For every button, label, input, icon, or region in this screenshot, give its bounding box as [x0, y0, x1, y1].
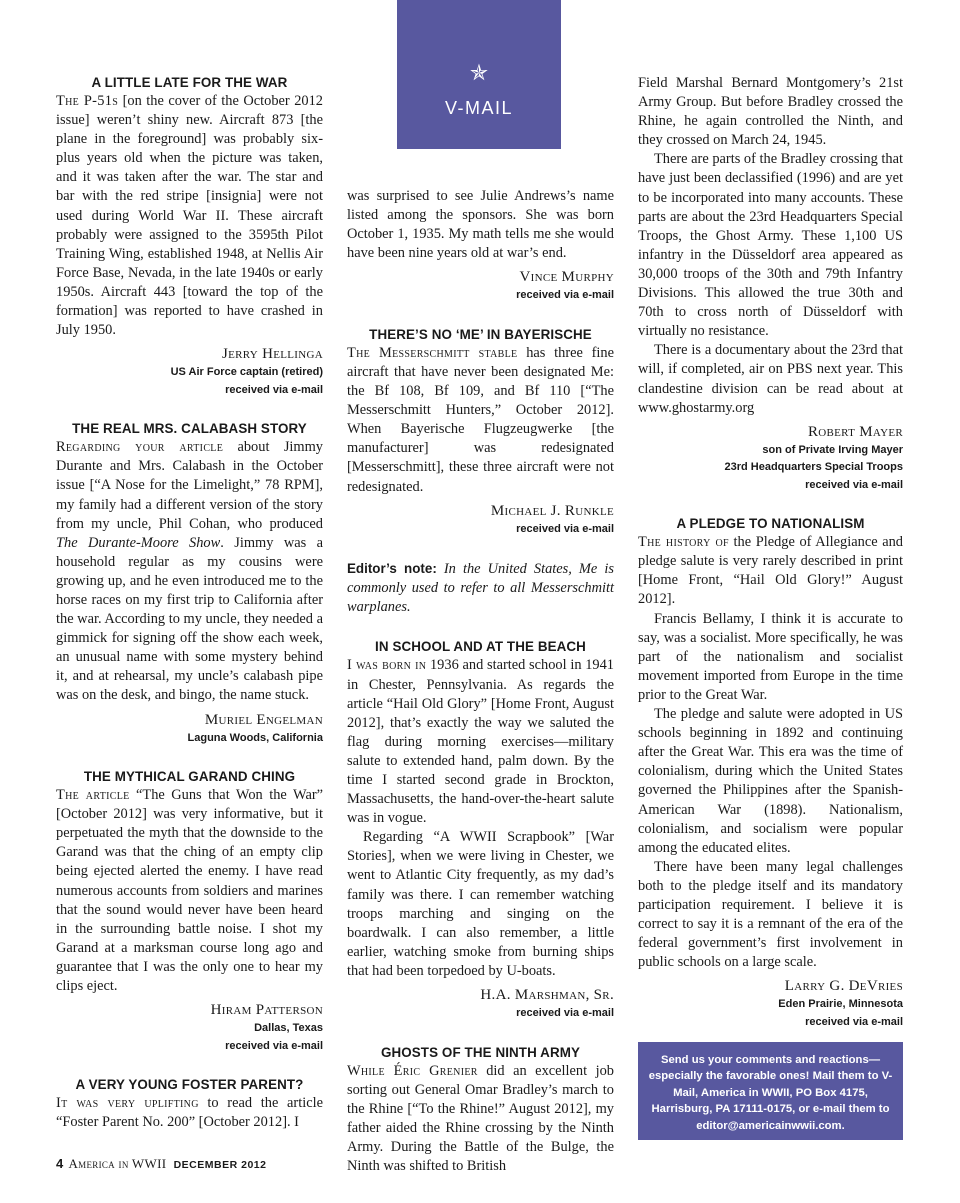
vmail-banner: [397, 0, 561, 149]
letter-headline: IN SCHOOL AND AT THE BEACH: [375, 639, 586, 655]
letter-body: The history of the Pledge of Allegiance and pledge salute is very rarely described in print [Home Front, “Hail Old Glory!” August 2012].: [638, 534, 903, 608]
letter-body: Regarding your article about Jimmy Durante and Mrs. Calabash in the October issue [“A Nose for the Limelight,” 78 RPM], my family had a different version of the story from my uncle, Phil Cohan, who produced The Durante-Moore Show. Jimmy was a household regular as my cousins were growing up, and he even introduced me to the horse races on my first trip to California after the war. According to my uncle, they needed a gimmick for signing off the show each week, an unusual name with some mystery behind it, and at rehearsal, my uncle’s calabash pipe was on the desk, and bingo, the name stuck.: [56, 439, 323, 704]
letter-body: The article “The Guns that Won the War” [October 2012] was very informative, but it perpetuated the myth that the downside to the Garand was that the ching of an empty clip being ejected alerted the enemy. I have read numerous accounts from soldiers and marines that the sound would never have been heard in the surrounding battle noise. I shot my Garand at a marksman course long ago and guarantee that I was the only one to hear my clips eject.: [56, 787, 324, 994]
letter-headline: GHOSTS OF THE NINTH ARMY: [380, 1044, 581, 1060]
letter-meta: received via e-mail: [805, 478, 903, 491]
section-title: V-MAIL: [444, 98, 514, 118]
letter-body: Francis Bellamy, I think it is accurate to say, was a socialist. More specifically, he was part of the nationalism and socialist movement imported from Europe in the time prior to the Great War.: [638, 610, 903, 703]
column-middle: [347, 187, 614, 1176]
letter-signature: Vince Murphy: [519, 269, 614, 286]
letter-meta: received via e-mail: [805, 1015, 903, 1028]
letter-body: The P-51s [on the cover of the October 2012 issue] weren’t shiny new. Aircraft 873 [the plane in the foreground] was probably six-plus years old when the picture was taken, and it was taken after the war. The star and bar with the red stripe [insignia] were not used during World War II. These aircraft probably were assigned to the 3595th Pilot Training Wing, established 1948, at Nellis Air Force Base, Nevada, in the late 1940s or early 1950s. Aircraft 443 [toward the top of the formation] was reported to have crashed in July 1950.: [56, 93, 323, 339]
letter-signature: Michael J. Runkle: [490, 502, 614, 519]
letter-meta: received via e-mail: [516, 289, 614, 302]
letter-body: There are parts of the Bradley crossing that have just been declassified (1996) and are yet to be incorporated into many accounts. These parts are about the 23rd Headquarters Special Troops, the Ghost Army. These 1,100 US infantry in the Düsseldorf area appeared as 30,000 troops of the 30th and 79th Infantry Divisions. This allowed the true 30th and 70th to cross north of Düsseldorf with virtually no resistance.: [638, 151, 903, 340]
star-icon: ✯: [469, 61, 489, 86]
column-left: [56, 74, 323, 1132]
letter-body: Field Marshal Bernard Montgomery’s 21st Army Group. But before Bradley crossed the Rhine, he again controlled the Ninth, and they crossed on March 24, 1945.: [638, 75, 903, 149]
letter-meta: son of Private Irving Mayer: [762, 443, 903, 456]
letter-signature: Muriel Engelman: [204, 711, 323, 728]
letter-signature: Hiram Patterson: [210, 1002, 323, 1019]
issue-date: DECEMBER 2012: [173, 1159, 267, 1171]
letter-meta: received via e-mail: [516, 522, 614, 535]
magazine-name: America in WWII: [68, 1156, 167, 1171]
letter-body: was surprised to see Julie Andrews’s name listed among the sponsors. She was born October 1, 1935. My math tells me she would have been nine years old at war’s end.: [347, 188, 614, 262]
letter-headline: THE REAL MRS. CALABASH STORY: [72, 421, 307, 437]
letter-meta: Laguna Woods, California: [187, 731, 323, 744]
letter-headline: A VERY YOUNG FOSTER PARENT?: [75, 1077, 304, 1093]
letter-meta: Eden Prairie, Minnesota: [778, 998, 903, 1011]
letter-signature: H.A. Marshman, Sr.: [480, 987, 614, 1003]
letter-headline: A PLEDGE TO NATIONALISM: [676, 516, 865, 532]
page-number: 4: [56, 1156, 64, 1171]
letter-meta: Dallas, Texas: [254, 1022, 323, 1035]
letter-body: The pledge and salute were adopted in US schools beginning in 1892 and continuing after the Great War. This era was the time of colonialism, during which the United States governed the Philippines after the Spanish-American War (1898). Nationalism, colonialism, and socialism were popular among the educated elites.: [638, 706, 903, 856]
column-right: [638, 74, 903, 1031]
letter-body: Regarding “A WWII Scrapbook” [War Stories], when we were living in Chester, we went to Atlantic City frequently, as my dad’s family was there. I can remember watching troops marching and singing on the boardwalk. I can also remember, a little earlier, watching smoke from burning ships that had been torpedoed by U-boats.: [347, 829, 614, 979]
letter-body: There have been many legal challenges both to the pledge itself and its mandatory participation requirement. I believe it is correct to say it is a remnant of the era of the federal government’s first involvement in public schools on a large scale.: [638, 858, 903, 971]
letter-meta: received via e-mail: [516, 1007, 614, 1019]
letter-meta: received via e-mail: [225, 383, 323, 396]
letter-meta: 23rd Headquarters Special Troops: [724, 461, 903, 474]
letter-headline: THE MYTHICAL GARAND CHING: [83, 769, 296, 785]
letter-signature: Robert Mayer: [807, 423, 903, 440]
letter-signature: Jerry Hellinga: [221, 346, 323, 363]
letter-body: While Éric Grenier did an excellent job sorting out General Omar Bradley’s march to the Rhine [“To the Rhine!” August 2012], my father aided the Rhine crossing by the Ninth Army. During the Battle of the Bulge, the Ninth was shifted to British: [347, 1062, 614, 1174]
letter-body: There is a documentary about the 23rd that will, if completed, air on PBS next year. This clandestine division can be read about at www.ghostarmy.org: [638, 342, 903, 416]
letter-meta: US Air Force captain (retired): [170, 366, 323, 379]
submission-info-box: Send us your comments and reactions—especially the favorable ones! Mail them to V-Mail, America in WWII, PO Box 4175, Harrisburg, PA 17111-0175, or e-mail them to editor@americainwwii.com.: [638, 1042, 903, 1140]
letter-body: It was very uplifting to read the article “Foster Parent No. 200” [October 2012]. I: [56, 1095, 323, 1131]
letter-body: I was born in 1936 and started school in 1941 in Chester, Pennsylvania. As regards the article “Hail Old Glory” [Home Front, August 2012], that’s exactly the way we saluted the flag during morning exercises—military salute to extended hand, palm down. By the time I started second grade in Brockton, Massachusetts, the hand-over-the-heart salute was in vogue.: [347, 657, 614, 827]
letter-body: The Messerschmitt stable has three fine aircraft that have never been designated Me: the Bf 108, Bf 109, and Bf 110 [“The Messerschmitt Hunters,” October 2012]. When Bayerische Flugzeugwerke [the manufacturer] was redesignated [Messerschmitt], these three aircraft were not redesignated.: [347, 344, 614, 495]
letter-signature: Larry G. DeVries: [784, 978, 903, 995]
letter-headline: THERE’S NO ‘ME’ IN BAYERISCHE: [369, 326, 592, 342]
letter-headline: A LITTLE LATE FOR THE WAR: [91, 75, 288, 90]
page-footer: [56, 1156, 266, 1172]
letter-meta: received via e-mail: [225, 1039, 323, 1052]
editors-note: Editor’s note: In the United States, Me is commonly used to refer to all Messerschmitt warplanes.: [347, 561, 614, 616]
